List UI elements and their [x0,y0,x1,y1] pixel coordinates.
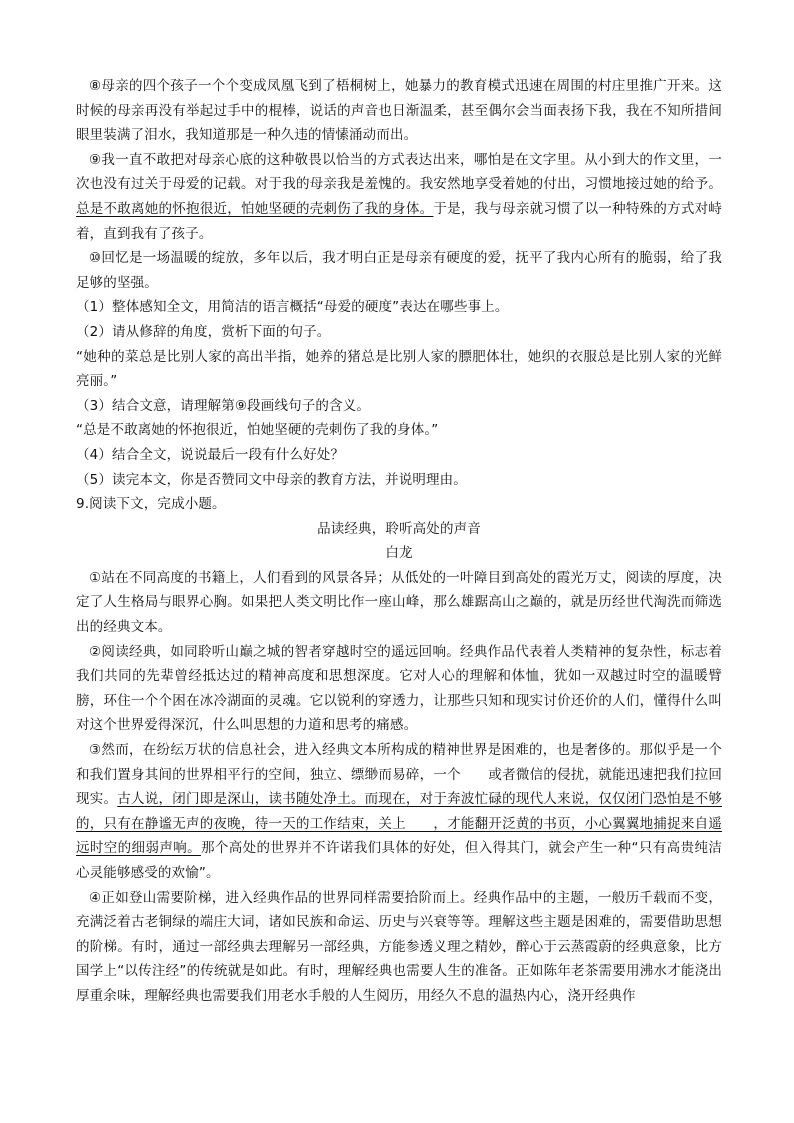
article-paragraph-3-text-before: ③然而，在纷纭万状的信息社会，进入经典文本所构成的精神世界是困难的，也是奢侈的。那似乎是一个和我们置身其间的世界相平行的空间，独立、缥缈而易碎，一个 或者微信的侵扰，就能迅速把我们拉回现实。 [76,742,722,808]
question-2-quote: “她种的菜总是比别人家的高出半指，她养的猪总是比别人家的膘肥体壮，她织的衣服总是比别人家的光鲜亮丽。” [76,348,722,390]
paragraph-9-text-before: ⑨我一直不敢把对母亲心底的这种敬畏以恰当的方式表达出来，哪怕是在文字里。从小到大的作文里，一次也没有过关于母爱的记载。对于我的母亲我是羞愧的。我安然地享受着她的付出，习惯地接过她的给予。 [76,151,722,193]
article-title: 品读经典，聆听高处的声音 [317,520,481,537]
section-9-intro: 9.阅读下文，完成小题。 [76,496,226,513]
paragraph-9 [76,148,722,246]
question-3-quote: “总是不敢离她的怀抱很近，怕她坚硬的壳刺伤了我的身体。” [76,422,439,439]
article-paragraph-3-underlined-sentence: 古人说，闭门即是深山，读书随处净土。而现在，对于奔波忙碌的现代人来说，仅仅闭门恐怕是不够的，只有在静谧无声的夜晚，待一天的工作结束，关上 ，才能翻开泛黄的书页，小心翼翼地捕捉来自遥远时空的细弱声响。 [76,791,722,857]
article-paragraph-1: ①站在不同高度的书籍上，人们看到的风景各异；从低处的一叶障目到高处的霞光万丈，阅读的厚度，决定了人生格局与眼界心胸。如果把人类文明比作一座山峰，那么雄踞高山之巅的，就是历经世代淘洗而筛选出的经典文本。 [76,569,722,636]
article-author: 白龙 [385,545,413,562]
paragraph-9-underlined-sentence: 总是不敢离她的怀抱很近，怕她坚硬的壳刺伤了我的身体。 [76,200,434,217]
article-paragraph-4: ④正如登山需要阶梯，进入经典作品的世界同样需要拾阶而上。经典作品中的主题，一般历千载而不变，充满泛着古老铜绿的端庄大词，诸如民族和命运、历史与兴衰等等。理解这些主题是困难的，需要借助思想的阶梯。有时，通过一部经典去理解另一部经典，方能参透义理之精妙，醉心于云蒸霞蔚的经典意象，比方国学上“以传注经”的传统就是如此。有时，理解经典也需要人生的准备。正如陈年老茶需要用沸水才能浇出厚重余味，理解经典也需要我们用老水手般的人生阅历，用经久不息的温热内心，浇开经典作 [76,889,722,1004]
paragraph-10: ⑩回忆是一场温暖的绽放，多年以后，我才明白正是母亲有硬度的爱，抚平了我内心所有的脆弱，给了我足够的坚强。 [76,250,722,291]
article-paragraph-2: ②阅读经典，如同聆听山巅之城的智者穿越时空的遥远回响。经典作品代表着人类精神的复杂性，标志着我们共同的先辈曾经抵达过的精神高度和思想深度。它对人心的理解和体恤，犹如一双越过时空的温暖臂膀，环住一个个困在冰冷湖面的灵魂。它以锐利的穿透力，让那些只知和现实讨价还价的人们，懂得什么叫对这个世界爱得深沉，什么叫思想的力道和思考的痛感。 [76,643,722,734]
document-page [76,74,722,1009]
article-paragraph-3-text-after: 那个高处的世界并不许诺我们具体的好处，但入得其门，就会产生一种“只有高贵纯洁心灵能够感受的欢愉”。 [76,840,722,881]
paragraph-9-text-after: 于是，我与母亲就习惯了以一种特殊的方式对峙着，直到我有了孩子。 [76,200,723,242]
paragraph-8: ⑧母亲的四个孩子一个个变成凤凰飞到了梧桐树上，她暴力的教育模式迅速在周围的村庄里推广开来。这时候的母亲再没有举起过手中的棍棒，说话的声音也日渐温柔，甚至偶尔会当面表扬下我，我在不知所措间眼里装满了泪水，我知道那是一种久违的情愫涌动而出。 [76,78,722,144]
question-5: （5）读完本文，你是否赞同文中母亲的教育方法，并说明理由。 [76,471,467,488]
question-3: （3）结合文意，请理解第⑨段画线句子的含义。 [76,397,370,414]
article-paragraph-3 [76,738,722,886]
question-2: （2）请从修辞的角度，赏析下面的句子。 [76,323,331,340]
question-1: （1）整体感知全文，用简洁的语言概括“母爱的硬度”表达在哪些事上。 [76,299,509,316]
question-4: （4）结合全文，说说最后一段有什么好处？ [76,446,345,463]
